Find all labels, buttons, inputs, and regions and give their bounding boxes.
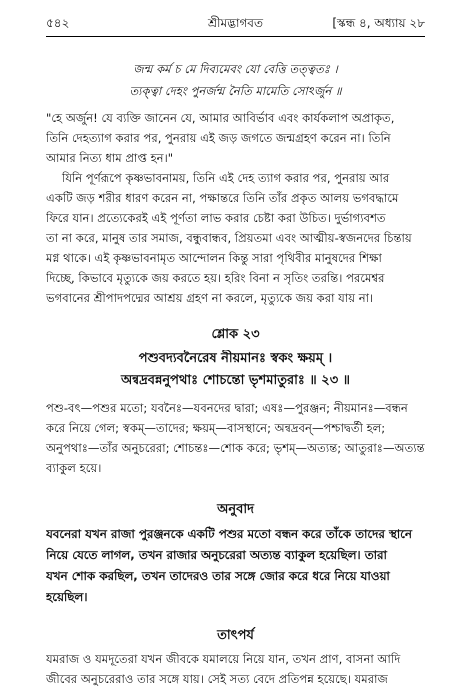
translation-line: হয়েছিল।: [46, 590, 88, 604]
purport-line: জীবের অনুচরেরাও তার সঙ্গে যায়। সেই সত্য বেদে প্রতিপন্ন হয়েছে। যমরাজ: [46, 672, 388, 686]
text-line: আমার নিত্য ধাম প্রাপ্ত হন।": [46, 151, 174, 165]
book-title: শ্রীমদ্ভাগবত: [207, 16, 263, 30]
text-line: তিনি দেহত্যাগ করার পর, পুনরায় এই জড় জগতে জন্মগ্রহণ করেন না। তিনি: [46, 131, 391, 145]
text-line: "হে অর্জুন! যে ব্যক্তি জানেন যে, আমার আবির্ভাব এবং কার্যকলাপ অপ্রাকৃত,: [46, 111, 395, 125]
sloka-heading: শ্লোক ২৩: [211, 327, 260, 342]
text-line: যিনি পূর্ণরূপে কৃষ্ণভাবনাময়, তিনি এই দেহ ত্যাগ করার পর, পুনরায় আর: [62, 171, 390, 185]
translation-heading: অনুবাদ: [217, 502, 254, 517]
quote-line: জন্ম কর্ম চ মে দিব্যমেবং যো বেত্তি তত্ত্বতঃ ।: [133, 62, 338, 76]
running-header: [46, 15, 425, 33]
purport-heading: তাৎপর্য: [217, 628, 254, 643]
synonyms-line: ব্যাকুল হয়ে।: [46, 461, 102, 475]
synonyms-line: অনুপথাঃ—তাঁর অনুচরেরা; শোচন্তঃ—শোক করে; ভৃশম্—অত্যন্ত; আতুরাঃ—অত্যন্ত: [46, 441, 425, 455]
section-reference: [স্কন্ধ ৪, অধ্যায় ২৮: [332, 16, 425, 30]
sloka-line: পশুবদ্যবনৈরেষ নীয়মানঃ স্বকং ক্ষয়ম্ ।: [138, 351, 333, 366]
synonyms-line: পশু-বৎ—পশুর মতো; যবনৈঃ—যবনদের দ্বারা; এষঃ—পুরঞ্জন; নীয়মানঃ—বন্ধন: [46, 401, 408, 415]
text-line: মগ্ন থাকে। এই কৃষ্ণভাবনামৃত আন্দোলন কিন্তু সারা পৃথিবীর মানুষদের শিক্ষা: [46, 251, 382, 265]
text-line: দিচ্ছে, কিভাবে মৃত্যুকে জয় করতে হয়। হরিং বিনা ন সৃতিং তরন্তি। পরমেশ্বর: [46, 271, 385, 285]
page-number: ৫৪২: [46, 16, 70, 30]
header-rule: [46, 36, 425, 37]
translation-line: যবনেরা যখন রাজা পুরঞ্জনকে একটি পশুর মতো বন্ধন করে তাঁকে তাদের স্থানে: [46, 527, 412, 541]
text-line: ভগবানের শ্রীপাদপদ্মের আশ্রয় গ্রহণ না করলে, মৃত্যুকে জয় করা যায় না।: [46, 291, 374, 305]
synonyms-line: করে নিয়ে গেল; স্বকম্—তাদের; ক্ষয়ম্—বাসস্থানে; অন্বদ্রবন্—পশ্চাদ্বর্তী হল;: [46, 421, 386, 435]
quote-line: ত্যক্ত্বা দেহং পুনর্জন্ম নৈতি মামেতি সোঽর্জুন ॥: [129, 84, 342, 98]
text-line: তা না করে, মানুষ তার সমাজ, বন্ধুবান্ধব, প্রিয়তমা এবং আত্মীয়-স্বজনদের চিন্তায়: [46, 231, 412, 245]
purport-line: যমরাজ ও যমদূতেরা যখন জীবকে যমালয়ে নিয়ে যান, তখন প্রাণ, বাসনা আদি: [46, 652, 401, 666]
text-line: ফিরে যান। প্রত্যেকেরই এই পূর্ণতা লাভ করার চেষ্টা করা উচিত। দুর্ভাগ্যবশত: [46, 211, 386, 225]
translation-line: নিয়ে যেতে লাগল, তখন রাজার অনুচরেরা অত্যন্ত ব্যাকুল হয়েছিল। তারা: [46, 548, 387, 562]
text-line: একটি জড় শরীর ধারণ করেন না, পক্ষান্তরে তিনি তাঁর প্রকৃত আলয় ভগবদ্ধামে: [46, 191, 399, 205]
translation-line: যখন শোক করছিল, তখন তাদেরও তার সঙ্গে জোর করে ধরে নিয়ে যাওয়া: [46, 569, 390, 583]
sloka-line: অন্বদ্রবন্ননুপথাঃ শোচন্তো ভৃশমাতুরাঃ ॥ ২৩ ॥: [120, 373, 351, 388]
